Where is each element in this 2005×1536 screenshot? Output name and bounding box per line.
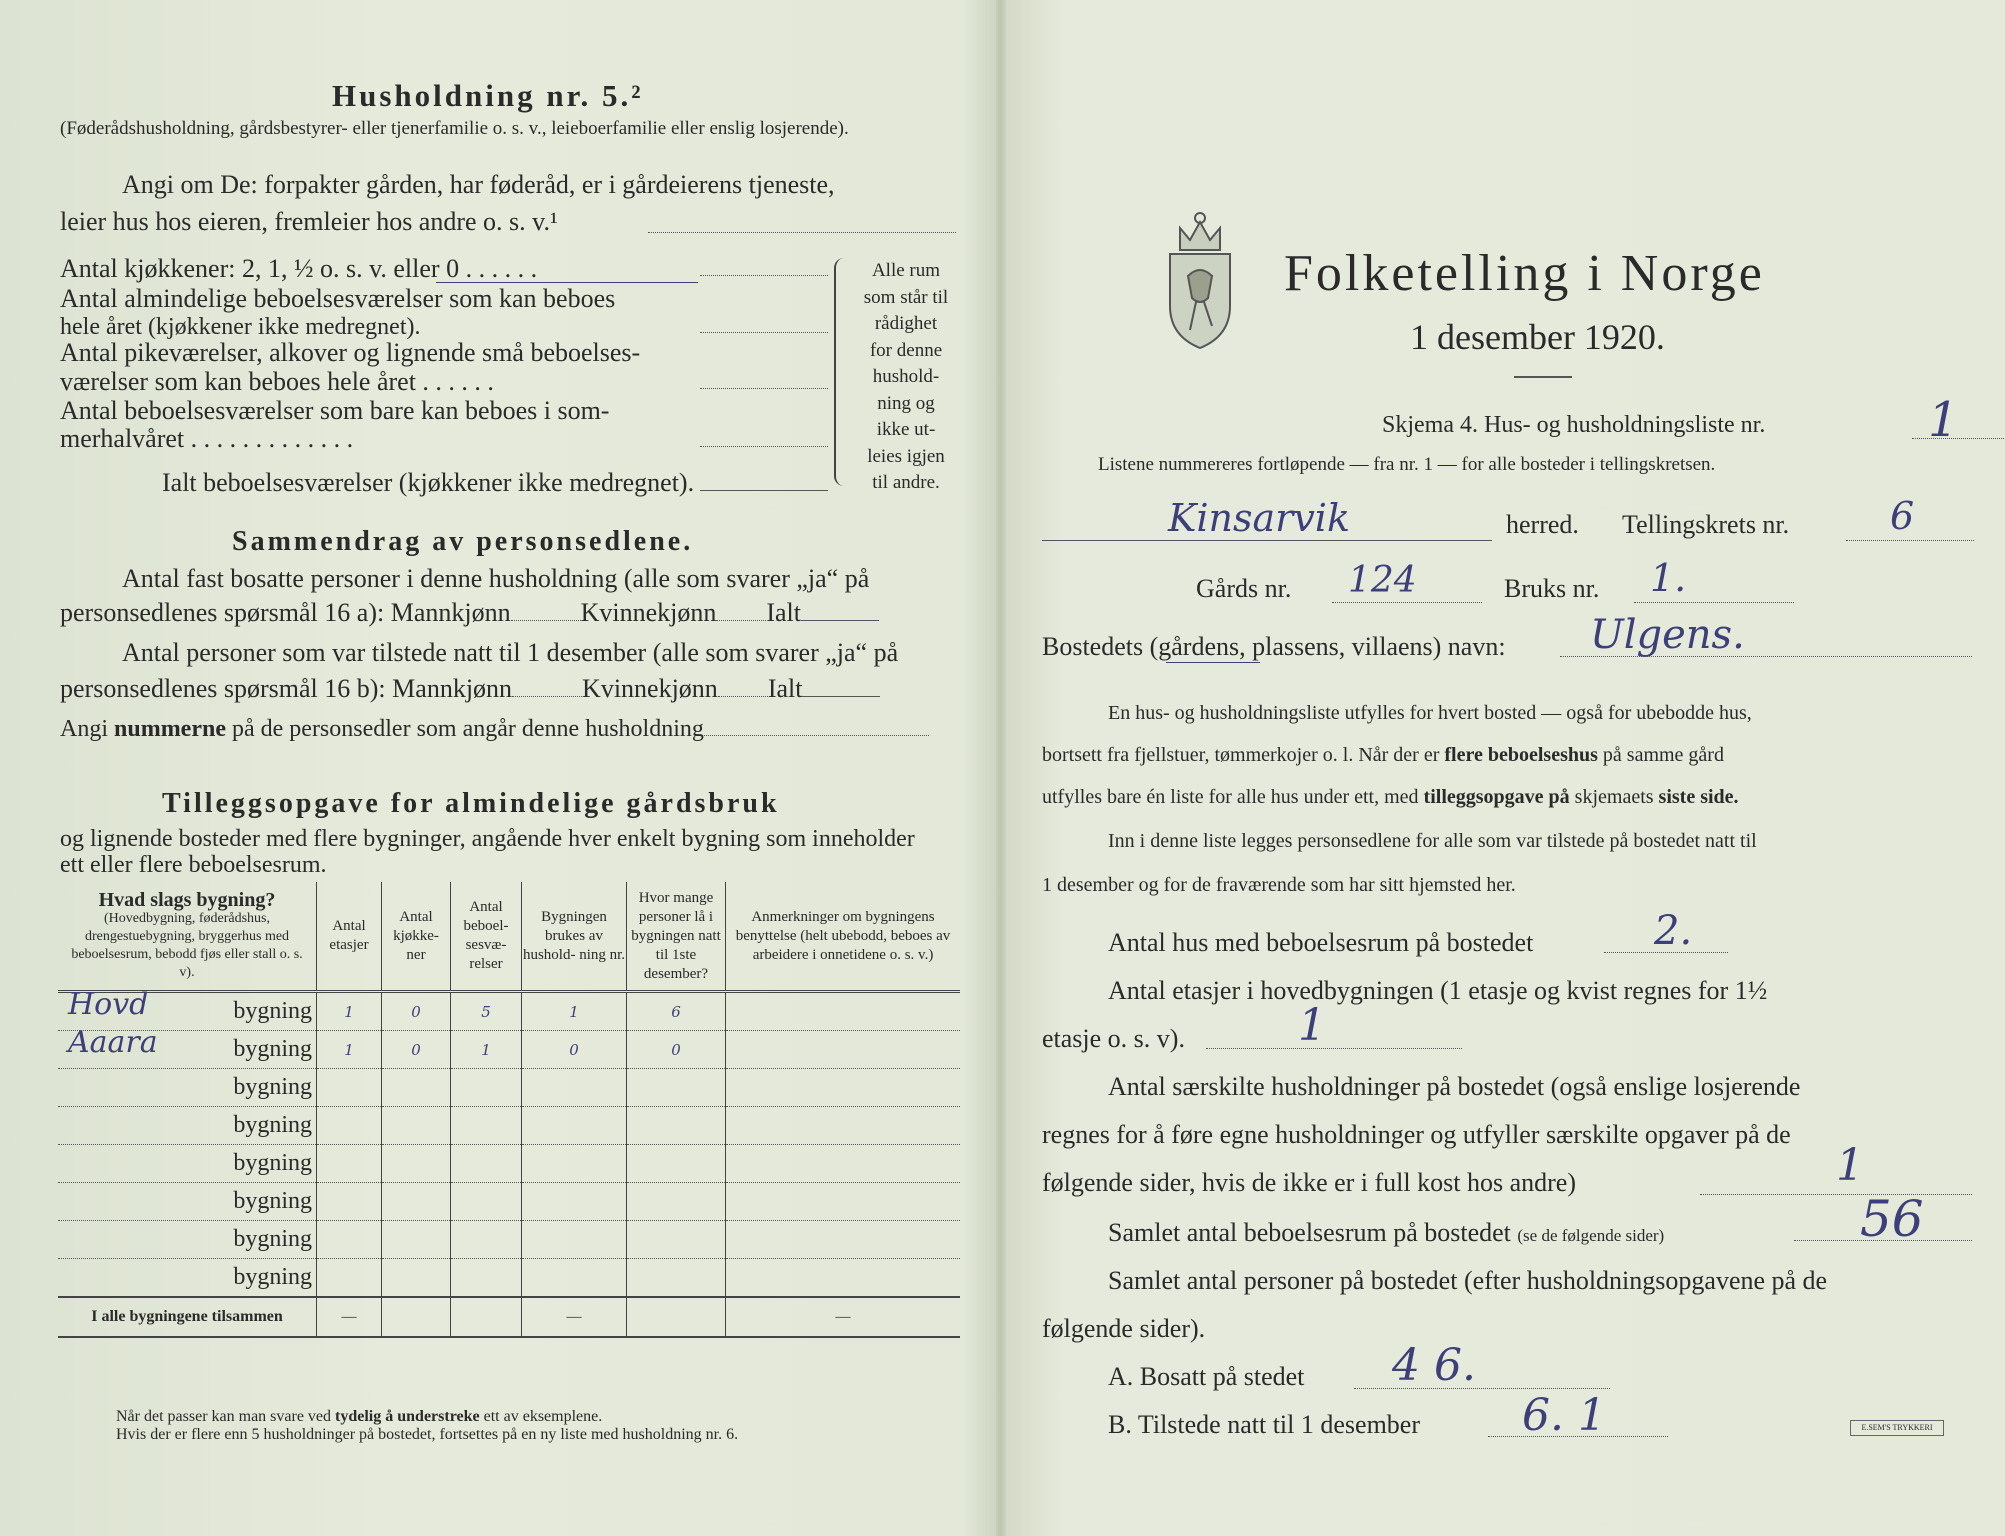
- tilstede-hw: 6. 1: [1522, 1390, 1606, 1441]
- krets-line: [1846, 540, 1974, 541]
- rooms-label: Samlet antal beboelsesrum på bostedet (se de følgende sider): [1108, 1218, 1665, 1247]
- kitchens-underline: [436, 282, 698, 283]
- building-name-hw: Hovd: [68, 987, 149, 1022]
- kitchens-label: Antal kjøkkener: 2, 1, ½ o. s. v. eller 0 . . . . . .: [60, 254, 538, 283]
- col-building-type: Hvad slags bygning? (Hovedbygning, føderådshus, drengestuebygning, bryggerhus med beboelsesrum, bebodd fjøs eller stall o. s. v).: [58, 882, 317, 992]
- bosatt-hw: 4 6.: [1392, 1340, 1476, 1391]
- gards-hw: 124: [1348, 560, 1417, 601]
- building-label: bygning: [58, 1259, 317, 1298]
- tilstede-label: B. Tilstede natt til 1 desember: [1108, 1410, 1420, 1439]
- kitchens-cell: 0: [382, 1031, 451, 1069]
- buildings-table: [58, 882, 960, 1338]
- floors-cell: 1: [317, 1031, 382, 1069]
- rooms-cell: 5: [451, 992, 522, 1031]
- summary-resident-line1: Antal fast bosatte personer i denne husholdning (alle som svarer „ja“ på: [122, 564, 870, 593]
- brace: [834, 258, 850, 486]
- kitchens-cell: 0: [382, 992, 451, 1031]
- bosted-line: [1560, 656, 1972, 657]
- col-rooms: Antal beboel- sesvæ- relser: [451, 882, 522, 992]
- question-occupancy-line1: Angi om De: forpakter gården, har føderåd, er i gårdeierens tjeneste,: [122, 170, 835, 199]
- total-dash: —: [726, 1297, 961, 1337]
- houses-label: Antal hus med beboelsesrum på bostedet: [1108, 928, 1534, 957]
- total-label: I alle bygningene tilsammen: [58, 1297, 317, 1337]
- remarks-cell: [726, 1031, 961, 1069]
- summary-resident-line2: personsedlenes spørsmål 16 a): Mannkjønn Kvinnekjønn Ialt: [60, 598, 879, 628]
- supplement-line2: ett eller flere beboelsesrum.: [60, 852, 327, 878]
- persons-label-1: Samlet antal personer på bostedet (efter husholdningsopgavene på de: [1108, 1266, 1828, 1295]
- schema-label: Skjema 4. Hus- og husholdningsliste nr.: [1382, 412, 1766, 438]
- summary-numbers-line: Angi nummerne på de personsedler som angår denne husholdning: [60, 716, 929, 743]
- rooms-cell: 1: [451, 1031, 522, 1069]
- household-note: (Føderådshusholdning, gårdsbestyrer- eller tjenerfamilie o. s. v., leieboerfamilie eller enslig losjerende).: [60, 118, 849, 139]
- krets-hw: 6: [1890, 494, 1915, 538]
- total-rooms-answer: [700, 490, 828, 491]
- instructions-1-line3: utfylles bare én liste for alle hus under ett, med tilleggsopgave på skjemaets siste side.: [1042, 786, 1739, 808]
- col-remarks: Anmerkninger om bygningens benyttelse (helt ubebodd, beboes av arbeidere i onnetidene o. s. v.): [726, 882, 961, 992]
- building-label: bygning: [233, 1036, 312, 1062]
- table-total-row: [58, 1297, 960, 1337]
- herred-hw: Kinsarvik: [1168, 496, 1350, 540]
- persons-cell: 6: [627, 992, 726, 1031]
- households-label-2: regnes for å føre egne husholdninger og utfyller særskilte opgaver på de: [1042, 1120, 1791, 1149]
- col-used-by: Bygningen brukes av hushold- ning nr.: [522, 882, 627, 992]
- tilstede-line: [1488, 1436, 1668, 1437]
- building-label: bygning: [58, 1107, 317, 1145]
- footnote-line2: Hvis der er flere enn 5 husholdninger på bostedet, fortsettes på en ny liste med husholdning nr. 6.: [116, 1426, 739, 1443]
- persons-label-2: følgende sider).: [1042, 1314, 1206, 1343]
- answer-line: [648, 232, 956, 233]
- bosted-hw: Ulgens.: [1590, 612, 1745, 658]
- title-divider: [1514, 376, 1572, 378]
- table-row: [58, 1183, 960, 1221]
- households-label-3: følgende sider, hvis de ikke er i full kost hos andre): [1042, 1168, 1576, 1197]
- ordinary-rooms-label-2: hele året (kjøkkener ikke medregnet).: [60, 314, 421, 340]
- small-rooms-label-2: værelser som kan beboes hele året . . . . . .: [60, 367, 494, 396]
- bosted-label: Bostedets (gårdens, plassens, villaens) navn:: [1042, 632, 1506, 661]
- herred-label: herred.: [1506, 510, 1579, 539]
- supplement-line1: og lignende bosteder med flere bygninger, angående hver enkelt bygning som inneholder: [60, 826, 915, 852]
- table-row: [58, 1069, 960, 1107]
- floors-label-1: Antal etasjer i hovedbygningen (1 etasje og kvist regnes for 1½: [1108, 976, 1768, 1005]
- rooms-line: [1794, 1240, 1972, 1241]
- summary-present-line2: personsedlenes spørsmål 16 b): Mannkjønn Kvinnekjønn Ialt: [60, 674, 880, 704]
- footnote-line1: Når det passer kan man svare ved tydelig å understreke ett av eksemplene.: [116, 1408, 603, 1425]
- building-label: bygning: [58, 1069, 317, 1107]
- ordinary-rooms-answer: [700, 332, 828, 333]
- summer-rooms-answer: [700, 446, 828, 447]
- printer-stamp: E.SEM'S TRYKKERI: [1850, 1420, 1944, 1436]
- numbering-note: Listene nummereres fortløpende — fra nr. 1 — for alle bosteder i tellingskretsen.: [1098, 454, 1716, 475]
- census-date: 1 desember 1920.: [1410, 317, 1665, 357]
- norway-coat-of-arms-icon: [1160, 206, 1240, 354]
- table-row: [58, 1221, 960, 1259]
- summer-rooms-label-2: merhalvåret . . . . . . . . . . . . .: [60, 424, 354, 453]
- summary-title: Sammendrag av personsedlene.: [232, 526, 694, 557]
- bruks-label: Bruks nr.: [1504, 574, 1600, 603]
- col-kitchens: Antal kjøkke- ner: [382, 882, 451, 992]
- col-persons: Hvor mange personer lå i bygningen natt til 1ste desember?: [627, 882, 726, 992]
- floors-line: [1206, 1048, 1462, 1049]
- table-row: [58, 1031, 960, 1069]
- census-title: Folketelling i Norge: [1284, 245, 1765, 302]
- houses-line: [1604, 952, 1728, 953]
- list-number-line: [1912, 438, 2005, 439]
- table-row: [58, 1145, 960, 1183]
- gardens-underline: [1166, 662, 1260, 663]
- page-fold: [996, 0, 1006, 1536]
- instructions-2-line2: 1 desember og for de fraværende som har sitt hjemsted her.: [1042, 874, 1516, 896]
- floors-hw: 1: [1298, 1000, 1326, 1051]
- question-occupancy-line2: leier hus hos eieren, fremleier hos andre o. s. v.¹: [60, 207, 558, 236]
- instructions-1-line2: bortsett fra fjellstuer, tømmerkojer o. l. Når der er flere beboelseshus på samme gård: [1042, 744, 1724, 766]
- table-row: [58, 1259, 960, 1298]
- rooms-side-note: Alle rum som står til rådighet for denne hushold- ning og ikke ut- leies igjen til andre.: [863, 260, 949, 493]
- bosatt-label: A. Bosatt på stedet: [1108, 1362, 1305, 1391]
- kitchens-answer: [700, 275, 828, 276]
- total-rooms-label: Ialt beboelsesværelser (kjøkkener ikke medregnet).: [162, 468, 695, 497]
- rooms-hw: 56: [1860, 1190, 1924, 1248]
- households-hw: 1: [1836, 1140, 1864, 1191]
- summary-present-line1: Antal personer som var tilstede natt til 1 desember (alle som svarer „ja“ på: [122, 638, 899, 667]
- households-line: [1700, 1194, 1972, 1195]
- bruks-hw: 1.: [1650, 556, 1687, 600]
- persons-cell: 0: [627, 1031, 726, 1069]
- instructions-1-line1: En hus- og husholdningsliste utfylles for hvert bosted — også for ubebodde hus,: [1108, 702, 1752, 724]
- building-name-hw: Aaara: [68, 1025, 158, 1060]
- total-dash: —: [317, 1297, 382, 1337]
- floors-cell: 1: [317, 992, 382, 1031]
- building-label: bygning: [58, 1183, 317, 1221]
- small-rooms-answer: [700, 388, 828, 389]
- total-dash: —: [522, 1297, 627, 1337]
- small-rooms-label-1: Antal pikeværelser, alkover og lignende små beboelses-: [60, 338, 641, 367]
- summer-rooms-label-1: Antal beboelsesværelser som bare kan beboes i som-: [60, 396, 610, 425]
- building-label: bygning: [58, 1145, 317, 1183]
- households-label-1: Antal særskilte husholdninger på bostedet (også enslige losjerende: [1108, 1072, 1801, 1101]
- remarks-cell: [726, 992, 961, 1031]
- bosatt-line: [1354, 1388, 1610, 1389]
- krets-label: Tellingskrets nr.: [1622, 510, 1790, 539]
- instructions-2-line1: Inn i denne liste legges personsedlene for alle som var tilstede på bostedet natt til: [1108, 830, 1757, 852]
- used-by-cell: 1: [522, 992, 627, 1031]
- table-header-row: [58, 882, 960, 992]
- used-by-cell: 0: [522, 1031, 627, 1069]
- household-title: Husholdning nr. 5.²: [332, 78, 644, 113]
- houses-hw: 2.: [1654, 908, 1693, 954]
- ordinary-rooms-label-1: Antal almindelige beboelsesværelser som kan beboes: [60, 284, 616, 313]
- herred-line: [1042, 540, 1492, 541]
- col-floors: Antal etasjer: [317, 882, 382, 992]
- table-row: [58, 992, 960, 1031]
- floors-label-2: etasje o. s. v).: [1042, 1024, 1185, 1053]
- gards-line: [1332, 602, 1482, 603]
- gards-label: Gårds nr.: [1196, 574, 1292, 603]
- list-number-hw: 1: [1928, 392, 1959, 448]
- table-row: [58, 1107, 960, 1145]
- building-label: bygning: [233, 998, 312, 1024]
- supplement-title: Tilleggsopgave for almindelige gårdsbruk: [162, 788, 780, 819]
- bruks-line: [1634, 602, 1794, 603]
- building-label: bygning: [58, 1221, 317, 1259]
